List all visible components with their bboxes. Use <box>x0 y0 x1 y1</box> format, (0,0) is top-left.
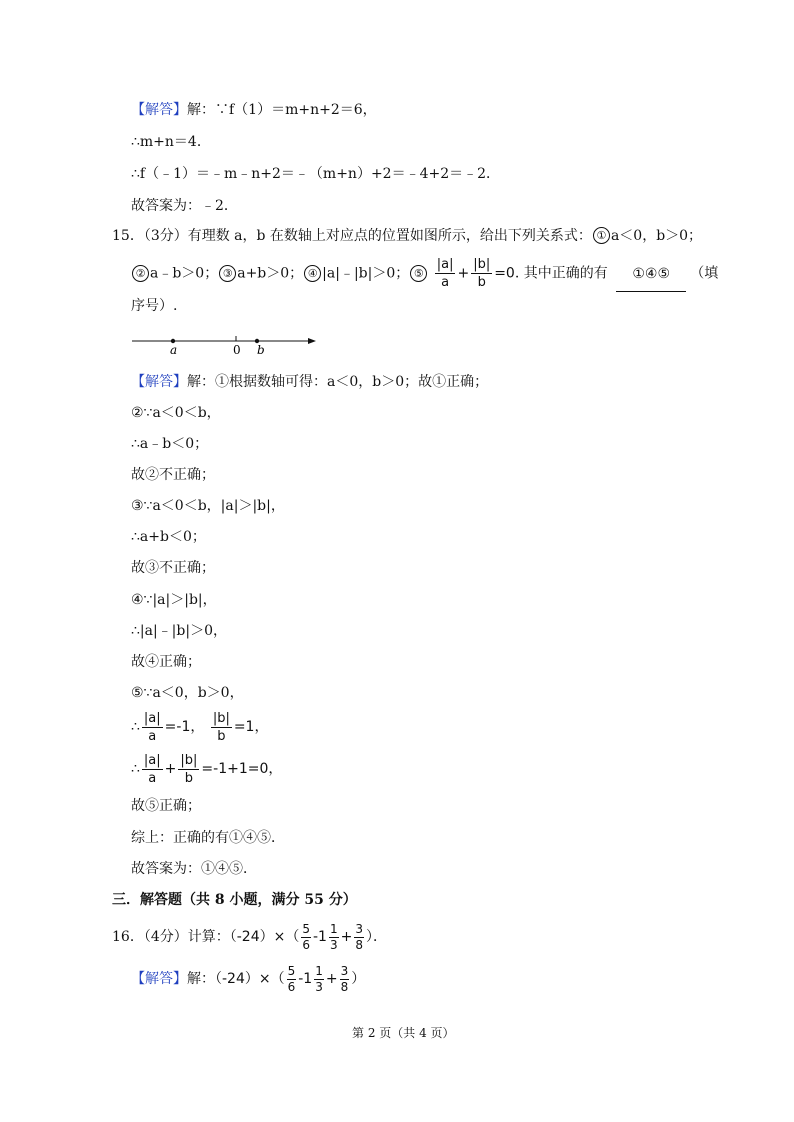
label-a: a <box>170 343 178 357</box>
fraction-abs-a-over-a: $\frac{|a|}{a}$ <box>436 257 454 290</box>
q15-solution-line8: ④∵|a|＞|b|， <box>131 592 217 608</box>
fraction-5-6: $\frac{5}{6}$ <box>287 963 296 994</box>
section-3-heading: 三．解答题（共 8 小题，满分 55 分） <box>112 892 357 908</box>
answer-blank: ①④⑤ <box>616 257 686 292</box>
q15-solution-line2: ②∵a＜0＜b， <box>131 405 221 421</box>
fraction-abs-b-over-b: $\frac{|b|}{b}$ <box>212 710 230 744</box>
fraction-abs-a-over-a: $\frac{|a|}{a}$ <box>143 752 161 786</box>
q15-solution-fractions-line: ∴ $\frac{|a|}{a}$ =-1， $\frac{|b|}{b}$ =1， <box>131 710 269 744</box>
q15-relations: ② a﹣b＞0； ③ a+b＞0； ④ |a|﹣|b|＞0； ⑤ $\frac{|a|}{a}$ + $\frac{|b|}{b}$ =0. 其中正确的有 ①④⑤ （填 <box>131 256 718 292</box>
q16-solution-line1: 【解答】解：（-24）×（ $\frac{5}{6}$ -1 $\frac{1}{3}$ + $\frac{3}{8}$ ） <box>131 963 366 994</box>
fraction-abs-b-over-b: $\frac{|b|}{b}$ <box>473 257 491 290</box>
q15-solution-line5: ③∵a＜0＜b，|a|＞|b|， <box>131 498 285 514</box>
q15-solution-line3: ∴a﹣b＜0； <box>131 436 209 452</box>
q15-solution-line6: ∴a+b＜0； <box>131 529 206 545</box>
answer-tag: 【解答】 <box>131 102 187 118</box>
fraction-3-8: $\frac{3}{8}$ <box>355 921 363 952</box>
number-line-figure <box>130 330 330 360</box>
fraction-3-8: $\frac{3}{8}$ <box>340 963 349 994</box>
answer-tag: 【解答】 <box>131 374 187 390</box>
fraction-1-3: $\frac{1}{3}$ <box>329 921 338 952</box>
q14-answer: 故答案为：﹣2． <box>131 198 238 214</box>
q14-solution-line3: ∴f（﹣1）＝﹣m﹣n+2＝﹣（m+n）+2＝﹣4+2＝﹣2． <box>131 166 501 182</box>
arrow-icon <box>308 338 316 344</box>
q15-solution-line11: ⑤∵a＜0，b＞0， <box>131 685 244 701</box>
label-b: b <box>257 343 265 357</box>
page-footer: 第 2 页（共 4 页） <box>352 1026 455 1040</box>
q15-solution-line4: 故②不正确； <box>131 467 215 483</box>
label-0: 0 <box>233 343 241 357</box>
q14-solution-line1: 【解答】解：∵f（1）＝m+n+2＝6， <box>131 102 377 118</box>
fraction-1-3: $\frac{1}{3}$ <box>315 963 323 994</box>
q15-solution-line7: 故③不正确； <box>131 560 215 576</box>
q15-solution-line14: 故⑤正确； <box>131 798 201 814</box>
q15-header: 15．（3分）有理数 a，b 在数轴上对应点的位置如图所示，给出下列关系式： ① a＜0，b＞0； <box>112 228 703 244</box>
q15-solution-line9: ∴|a|﹣|b|＞0， <box>131 623 227 639</box>
answer-tag: 【解答】 <box>131 971 187 987</box>
fraction-abs-a-over-a: $\frac{|a|}{a}$ <box>143 710 161 744</box>
q15-summary: 综上：正确的有①④⑤． <box>131 830 285 846</box>
q15-solution-sum-line: ∴ $\frac{|a|}{a}$ + $\frac{|b|}{b}$ =-1+1=0， <box>131 752 283 786</box>
q14-solution-line2: ∴m+n＝4． <box>131 134 211 150</box>
q15-order-hint: 序号）. <box>131 298 178 314</box>
q15-answer: 故答案为：①④⑤． <box>131 861 257 877</box>
fraction-abs-b-over-b: $\frac{|b|}{b}$ <box>180 752 198 786</box>
q16-header: 16．（4分）计算：（-24）×（ $\frac{5}{6}$ -1 $\frac{1}{3}$ + $\frac{3}{8}$ ）． <box>112 921 387 952</box>
fraction-5-6: $\frac{5}{6}$ <box>302 921 310 952</box>
q15-solution-line1: 【解答】解：①根据数轴可得：a＜0，b＞0；故①正确； <box>131 374 489 390</box>
q15-solution-line10: 故④正确； <box>131 654 201 670</box>
